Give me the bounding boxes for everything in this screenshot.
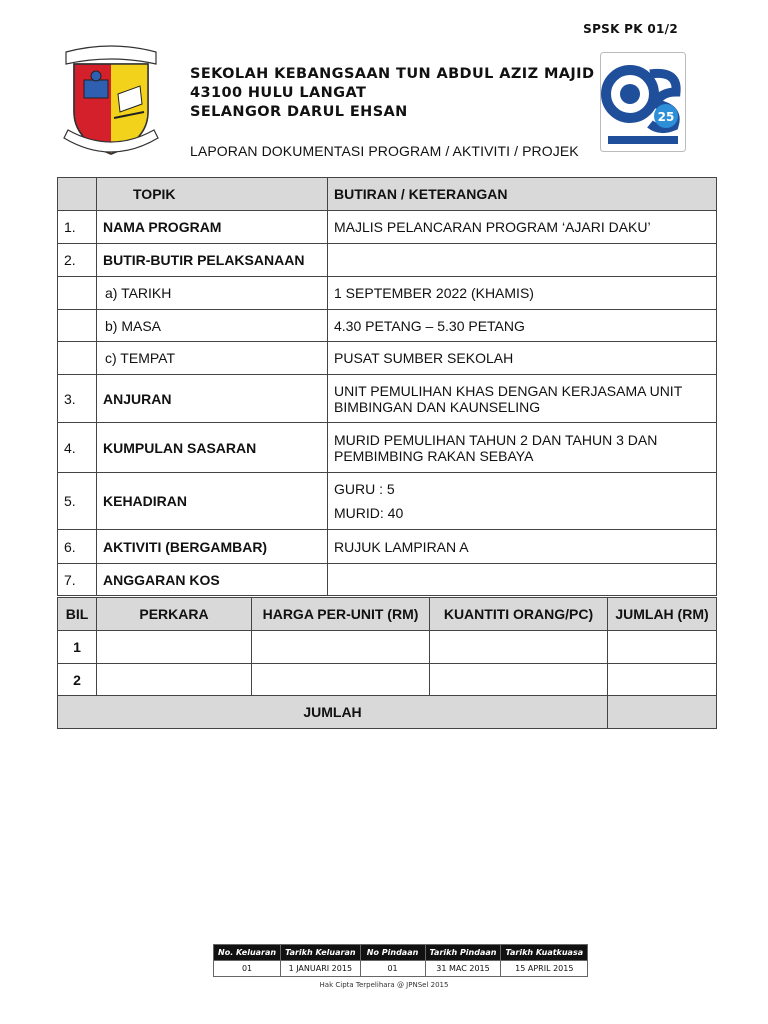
cost-cell [97,664,252,696]
row-number: 2. [58,244,97,277]
table-row [58,342,717,375]
revision-value-row [214,961,588,977]
table-row [58,473,717,530]
row-value-line: PEMBIMBING RAKAN SEBAYA [334,447,534,464]
header-details: BUTIRAN / KETERANGAN [328,178,717,211]
program-details-table [57,177,717,596]
row-value [328,423,717,473]
row-label: ANGGARAN KOS [97,564,328,596]
cost-row [58,631,717,664]
revision-value-cell: 01 [360,961,425,977]
row-value [328,375,717,423]
cost-header-row [58,598,717,631]
row-number: 6. [58,530,97,564]
row-label: NAMA PROGRAM [97,211,328,244]
row-value-line: MURID PEMULIHAN TAHUN 2 DAN TAHUN 3 DAN [334,431,658,448]
cost-row [58,664,717,696]
total-label: JUMLAH [58,696,608,729]
school-name: SEKOLAH KEBANGSAAN TUN ABDUL AZIZ MAJID [190,66,595,82]
row-value [328,244,717,277]
row-number [58,277,97,310]
table-row [58,423,717,473]
total-value-cell [608,696,717,729]
revision-header-cell: Tarikh Kuatkuasa [501,945,588,961]
row-label: KEHADIRAN [97,473,328,530]
cost-cell [430,664,608,696]
revision-header-cell: Tarikh Pindaan [425,945,501,961]
row-number: 4. [58,423,97,473]
row-label: BUTIR-BUTIR PELAKSANAAN [97,244,328,277]
row-label: c) TEMPAT [97,342,328,375]
cost-header-cell: HARGA PER-UNIT (RM) [252,598,430,631]
table-row [58,277,717,310]
cost-cell [608,664,717,696]
row-value: MAJLIS PELANCARAN PROGRAM ‘AJARI DAKU’ [328,211,717,244]
row-number [58,310,97,342]
badge-number: 25 [657,110,675,124]
row-value: PUSAT SUMBER SEKOLAH [328,342,717,375]
row-label: b) MASA [97,310,328,342]
cost-cell [608,631,717,664]
cost-total-row [58,696,717,729]
school-header [190,65,594,122]
row-label: ANJURAN [97,375,328,423]
cost-header-cell: KUANTITI ORANG/PC) [430,598,608,631]
cost-cell [430,631,608,664]
table-row [58,564,717,596]
cost-header-cell: BIL [58,598,97,631]
row-label: KUMPULAN SASARAN [97,423,328,473]
table-header-row [58,178,717,211]
revision-value-cell: 1 JANUARI 2015 [281,961,360,977]
revision-value-cell: 15 APRIL 2015 [501,961,588,977]
cost-row-number: 2 [58,664,97,696]
table-row [58,211,717,244]
row-number: 7. [58,564,97,596]
row-value: 1 SEPTEMBER 2022 (KHAMIS) [328,277,717,310]
address-line-1: 43100 HULU LANGAT [190,85,367,101]
row-value-line: BIMBINGAN DAN KAUNSELING [334,398,541,415]
row-value [328,564,717,596]
table-row [58,310,717,342]
row-value-line: GURU : 5 [334,481,395,497]
cost-header-cell: JUMLAH (RM) [608,598,717,631]
revision-info-table [213,944,588,977]
copyright-notice: Hak Cipta Terpelihara @ JPNSel 2015 [319,981,449,989]
row-value [328,473,717,530]
cost-row-number: 1 [58,631,97,664]
school-crest-logo [62,42,160,162]
cost-cell [97,631,252,664]
header-num-cell [58,178,97,211]
cost-cell [252,631,430,664]
row-label: a) TARIKH [97,277,328,310]
row-value: 4.30 PETANG – 5.30 PETANG [328,310,717,342]
form-code: SPSK PK 01/2 [583,22,678,36]
report-title: LAPORAN DOKUMENTASI PROGRAM / AKTIVITI / PROJEK [190,143,579,159]
row-number [58,342,97,375]
revision-value-cell: 01 [214,961,281,977]
cost-table [57,597,717,729]
row-value: RUJUK LAMPIRAN A [328,530,717,564]
revision-header-row [214,945,588,961]
cost-header-cell: PERKARA [97,598,252,631]
row-number: 1. [58,211,97,244]
row-label: AKTIVITI (BERGAMBAR) [97,530,328,564]
table-row [58,530,717,564]
anniversary-badge-logo [600,52,686,152]
cost-cell [252,664,430,696]
row-number: 3. [58,375,97,423]
header-topic: TOPIK [97,178,328,211]
revision-header-cell: No. Keluaran [214,945,281,961]
revision-value-cell: 31 MAC 2015 [425,961,501,977]
table-row [58,244,717,277]
row-number: 5. [58,473,97,530]
address-line-2: SELANGOR DARUL EHSAN [190,104,408,120]
row-value-line: UNIT PEMULIHAN KHAS DENGAN KERJASAMA UNIT [334,382,683,399]
table-row [58,375,717,423]
revision-header-cell: No Pindaan [360,945,425,961]
revision-header-cell: Tarikh Keluaran [281,945,360,961]
row-value-line: MURID: 40 [334,505,404,521]
